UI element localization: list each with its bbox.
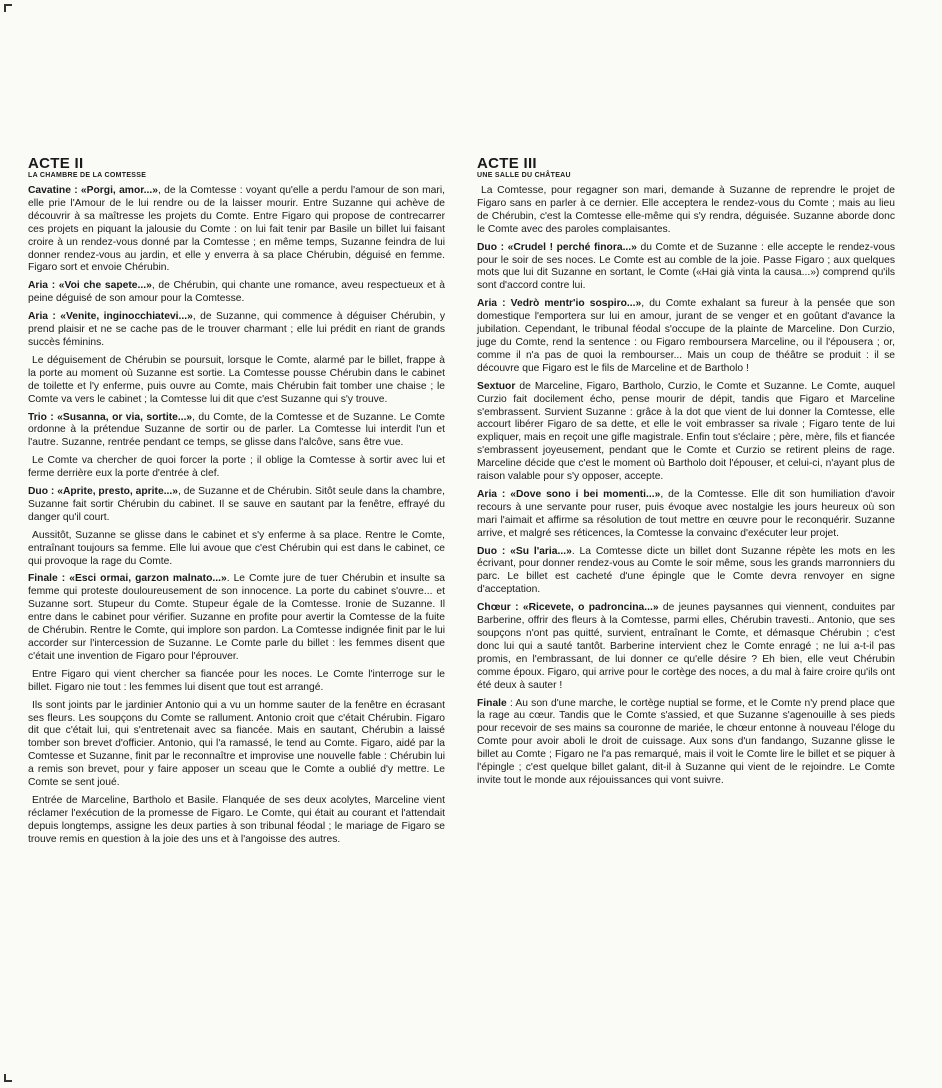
paragraph xyxy=(477,381,895,484)
paragraph-heading: Finale : «Esci ormai, garzon malnato...» xyxy=(28,573,227,585)
paragraph-text: Entre Figaro qui vient chercher sa fiancée pour les noces. Le Comte l'interroge sur le billet. Figaro nie tout : les femmes lui disent que tout est arrangé. xyxy=(28,668,445,693)
paragraph-text: , du Comte exhalant sa fureur à la pensée que son domestique l'emportera sur lui en amour, jurant de se venger et en goûtant d'avance la jubilation. Cependant, le tribunal féodal s'occupe de la plainte de Marceline. Don Curzio, juge du Comte, rend la sentence : ou Figaro remboursera Marceline, ou il l'épousera ; or, comme il n'a pas de quoi la rembourser... Mais un coup de théâtre se produit : il se découvre que Figaro est le fils de Marceline et de Bartholo ! xyxy=(477,298,895,374)
paragraph-text: Ils sont joints par le jardinier Antonio qui a vu un homme sauter de la fenêtre en écrasant ses fleurs. Les soupçons du Comte se rallument. Antonio croit que c'était Chérubin. Figaro dit que c'était lui, qui s'entretenait avec sa fiancée. Mais en sautant, Chérubin a laissé tomber son brevet d'officier. Antonio, qui l'a ramassé, le tend au Comte. Figaro, aidé par la Comtesse et Suzanne, finit par le reconnaître et improvise une nouvelle fable : Chérubin lui a remis son brevet, pour y faire apposer un sceau que le Comte a oublié d'y mettre. Le Comte se sent joué. xyxy=(28,699,445,789)
acte-2-subtitle: LA CHAMBRE DE LA COMTESSE xyxy=(28,172,147,179)
paragraph xyxy=(28,355,445,407)
paragraph-heading: Sextuor xyxy=(477,380,516,392)
paragraph xyxy=(28,669,445,695)
paragraph xyxy=(477,242,895,294)
acte-3-column xyxy=(477,155,895,793)
crop-mark-top xyxy=(4,4,12,12)
crop-mark-bottom xyxy=(4,1074,12,1082)
paragraph xyxy=(28,185,445,275)
paragraph-text: : Au son d'une marche, le cortège nuptial se forme, et le Comte n'y prend place que la rage au cœur. Tandis que le Comte s'assied, et que Suzanne s'agenouille à ses pieds pour recevoir de ses mains sa couronne de mariée, le chœur entonne à nouveau l'éloge du Comte pour avoir aboli le droit de cuissage. Aux sons d'un fandango, Suzanne glisse le billet au Comte ; Figaro ne l'a pas remarqué, mais il voit le Comte lire le billet et se piquer à l'épingle ; c'est quelque billet galant, dit-il à Suzanne qui vient de le rejoindre. Le Comte invite tout le monde aux réjouissances qui vont suivre. xyxy=(477,697,895,786)
paragraph-heading: Aria : «Venite, inginocchiatevi...» xyxy=(28,311,193,323)
paragraph-text: , de Suzanne, qui commence à déguiser Chérubin, y prend plaisir et ne se cache pas de le trouver charmant ; elle lui prédit en riant de grands succès féminins. xyxy=(28,311,445,348)
paragraph xyxy=(28,412,445,451)
paragraph-heading: Trio : «Susanna, or via, sortite...» xyxy=(28,411,193,423)
paragraph xyxy=(477,489,895,541)
paragraph xyxy=(28,280,445,306)
paragraph-text: Entrée de Marceline, Bartholo et Basile. Flanquée de ses deux acolytes, Marceline vient réclamer l'exécution de la promesse de Figaro. Le Comte, qui était au courant et l'attendait depuis longtemps, assigne les deux parties à son tribunal féodal ; le mariage de Figaro se trouve remis en question à la joie des uns et à l'angoisse des autres. xyxy=(28,794,445,845)
paragraph-text: de Marceline, Figaro, Bartholo, Curzio, le Comte et Suzanne. Le Comte, auquel Curzio fait docilement écho, pense mourir de dépit, tandis que Figaro et Marceline s'embrassent. Survient Suzanne : grâce à la dot que vient de lui donner la Comtesse, elle accourt libérer Figaro de sa dette, et elle le voit embrasser sa rivale ; Figaro tente de lui expliquer, mais en reçoit une gifle magistrale. Enfin tout s'éclaire ; père, mère, fils et fiancée s'embrassent joyeusement, pendant que le Comte et Curzio se retirent pleins de rage. Marceline décide que c'est le moment où Bartholo doit l'épouser, et celui-ci, n'ayant plus de raison valable pour s'y opposer, accepte. xyxy=(477,380,895,483)
acte-2-title: ACTE II xyxy=(28,155,84,172)
acte-2-body xyxy=(28,185,445,847)
paragraph-text: , de Suzanne et de Chérubin. Sitôt seule dans la chambre, Suzanne fait sortir Chérubin du cabinet. Il se sauve en sautant par la fenêtre, effrayé du danger qu'il court. xyxy=(28,486,446,523)
paragraph xyxy=(28,530,445,569)
paragraph xyxy=(28,700,445,790)
paragraph-heading: Duo : «Su l'aria...» xyxy=(477,545,572,557)
paragraph-text: de jeunes paysannes qui viennent, conduites par Barberine, offrir des fleurs à la Comtesse, parmi elles, Chérubin travesti.. Antonio, que ses soupçons n'ont pas quitté, survient, entraînant le Comte, et démasque Chérubin ; c'est donc lui qui a sauté tantôt. Barberine intervient chez le Comte enragé ; ne lui a-t-il pas promis, en l'embrassant, de lui donner ce qu'elle désire ? Eh bien, elle veut Chérubin comme époux. Figaro, qui arrive pour le cortège des noces, a du mal à faire croire qu'ils ont été deux à sauter ! xyxy=(477,602,896,691)
paragraph xyxy=(477,298,895,375)
paragraph xyxy=(477,546,895,598)
paragraph-text: , de la Comtesse : voyant qu'elle a perdu l'amour de son mari, elle prie l'Amour de le lui rendre ou de la laisser mourir. Entre Suzanne qui achève de découvrir à sa maîtresse les projets du Comte. Entre Figaro qui propose de contrecarrer ces projets en piquant la jalousie du Comte : on lui fait tenir par Basile un billet lui faisant croire à un rendez-vous donné par la Comtesse ; en même temps, Suzanne feindra de lui donner rendez-vous au jardin, et elle y enverra à sa place Chérubin, déguisé en femme. Figaro sort et envoie Chérubin. xyxy=(28,185,445,274)
paragraph-heading: Cavatine : «Porgi, amor...» xyxy=(28,185,158,196)
paragraph-text: . La Comtesse dicte un billet dont Suzanne répète les mots en les écrivant, pour donner rendez-vous au Comte le soir même, sous les grands marronniers du parc. Le billet est cacheté d'une épingle que le Comte devra renvoyer en signe d'acceptation. xyxy=(477,545,895,596)
paragraph-heading: Chœur : «Ricevete, o padroncina...» xyxy=(477,602,659,614)
acte-3-title: ACTE III xyxy=(477,155,537,172)
paragraph-text: Le Comte va chercher de quoi forcer la porte ; il oblige la Comtesse à sortir avec lui et ferme derrière eux la porte d'entrée à clef. xyxy=(28,455,445,480)
paragraph xyxy=(28,455,445,481)
paragraph-heading: Aria : «Voi che sapete...» xyxy=(28,280,152,292)
paragraph-text: . Le Comte jure de tuer Chérubin et insulte sa femme qui proteste douloureusement de son innocence. La porte du cabinet s'ouvre... et Suzanne sort. Stupeur du Comte. Stupeur égale de la Comtesse. Ironie de Suzanne. Il entre dans le cabinet pour vérifier. Suzanne en profite pour avertir la Comtesse de la fuite de Chérubin. Rentre le Comte, qui implore son pardon. La Comtesse indignée finit par le lui accorder sur l'intercession de Suzanne. Le Comte parle du billet : les femmes disent que c'était une invention de Figaro pour l'éprouver. xyxy=(28,573,445,662)
paragraph xyxy=(477,698,895,788)
paragraph-text: La Comtesse, pour regagner son mari, demande à Suzanne de reprendre le projet de Figaro sans en parler à ce dernier. Elle acceptera le rendez-vous du Comte ; mais au lieu de Chérubin, c'est la Comtesse elle-même qui s'y rendra, déguisée. Suzanne aborde donc le Comte avec des paroles complaisantes. xyxy=(477,185,895,235)
paragraph-text: Aussitôt, Suzanne se glisse dans le cabinet et s'y enferme à sa place. Rentre le Comte, entraînant toujours sa femme. Elle lui avoue que c'est Chérubin qui est dans le cabinet, ce qui provoque la rage du Comte. xyxy=(28,529,445,567)
paragraph-text: du Comte et de Suzanne : elle accepte le rendez-vous pour le soir de ses noces. Le Comte est au comble de la joie. Passe Figaro ; aux quelques mots que lui dit Suzanne en sortant, le Comte («Hai già vinta la causa...») comprend qu'ils sont d'accord contre lui. xyxy=(477,241,895,292)
paragraph xyxy=(28,573,445,663)
paragraph-text: , du Comte, de la Comtesse et de Suzanne. Le Comte ordonne à la prétendue Suzanne de sortir ou de parler. La Comtesse lui interdit l'un et l'autre. Suzanne, rentrée pendant ce temps, se glisse dans l'alcôve, sans être vue. xyxy=(28,411,445,449)
paragraph xyxy=(28,795,445,847)
acte-3-subtitle: UNE SALLE DU CHÂTEAU xyxy=(477,172,571,179)
paragraph-text: , de la Comtesse. Elle dit son humiliation d'avoir recours à une servante pour ruser, puis évoque avec nostalgie les jours heureux où son mari l'aimait et affirme sa résolution de tout mettre en œuvre pour le reconquérir. Suzanne arrive, et malgré ses réticences, la Comtesse la convainc d'exécuter leur projet. xyxy=(477,488,895,539)
acte-3-body xyxy=(477,185,895,788)
acte-2-column xyxy=(28,155,445,852)
paragraph-heading: Finale xyxy=(477,697,507,709)
paragraph xyxy=(477,602,895,692)
paragraph-text: , de Chérubin, qui chante une romance, aveu respectueux et à peine déguisé de son amour pour la Comtesse. xyxy=(28,280,445,305)
paragraph xyxy=(28,311,445,350)
paragraph-text: Le déguisement de Chérubin se poursuit, lorsque le Comte, alarmé par le billet, frappe à la porte au moment où Suzanne est sortie. La Comtesse pousse Chérubin dans le cabinet de toilette et l'y enferme, puis ouvre au Comte, mais Chérubin fait tomber une chaise ; le Comte va vers le cabinet ; la Comtesse lui dit que c'est Suzanne qui s'y trouve. xyxy=(28,354,445,405)
paragraph-heading: Aria : «Dove sono i bei momenti...» xyxy=(477,488,661,500)
paragraph xyxy=(28,486,445,525)
paragraph-heading: Duo : «Crudel ! perché finora...» xyxy=(477,241,637,253)
paragraph-heading: Aria : Vedrò mentr'io sospiro...» xyxy=(477,298,642,310)
paragraph xyxy=(477,185,895,237)
paragraph-heading: Duo : «Aprite, presto, aprite...» xyxy=(28,486,179,498)
